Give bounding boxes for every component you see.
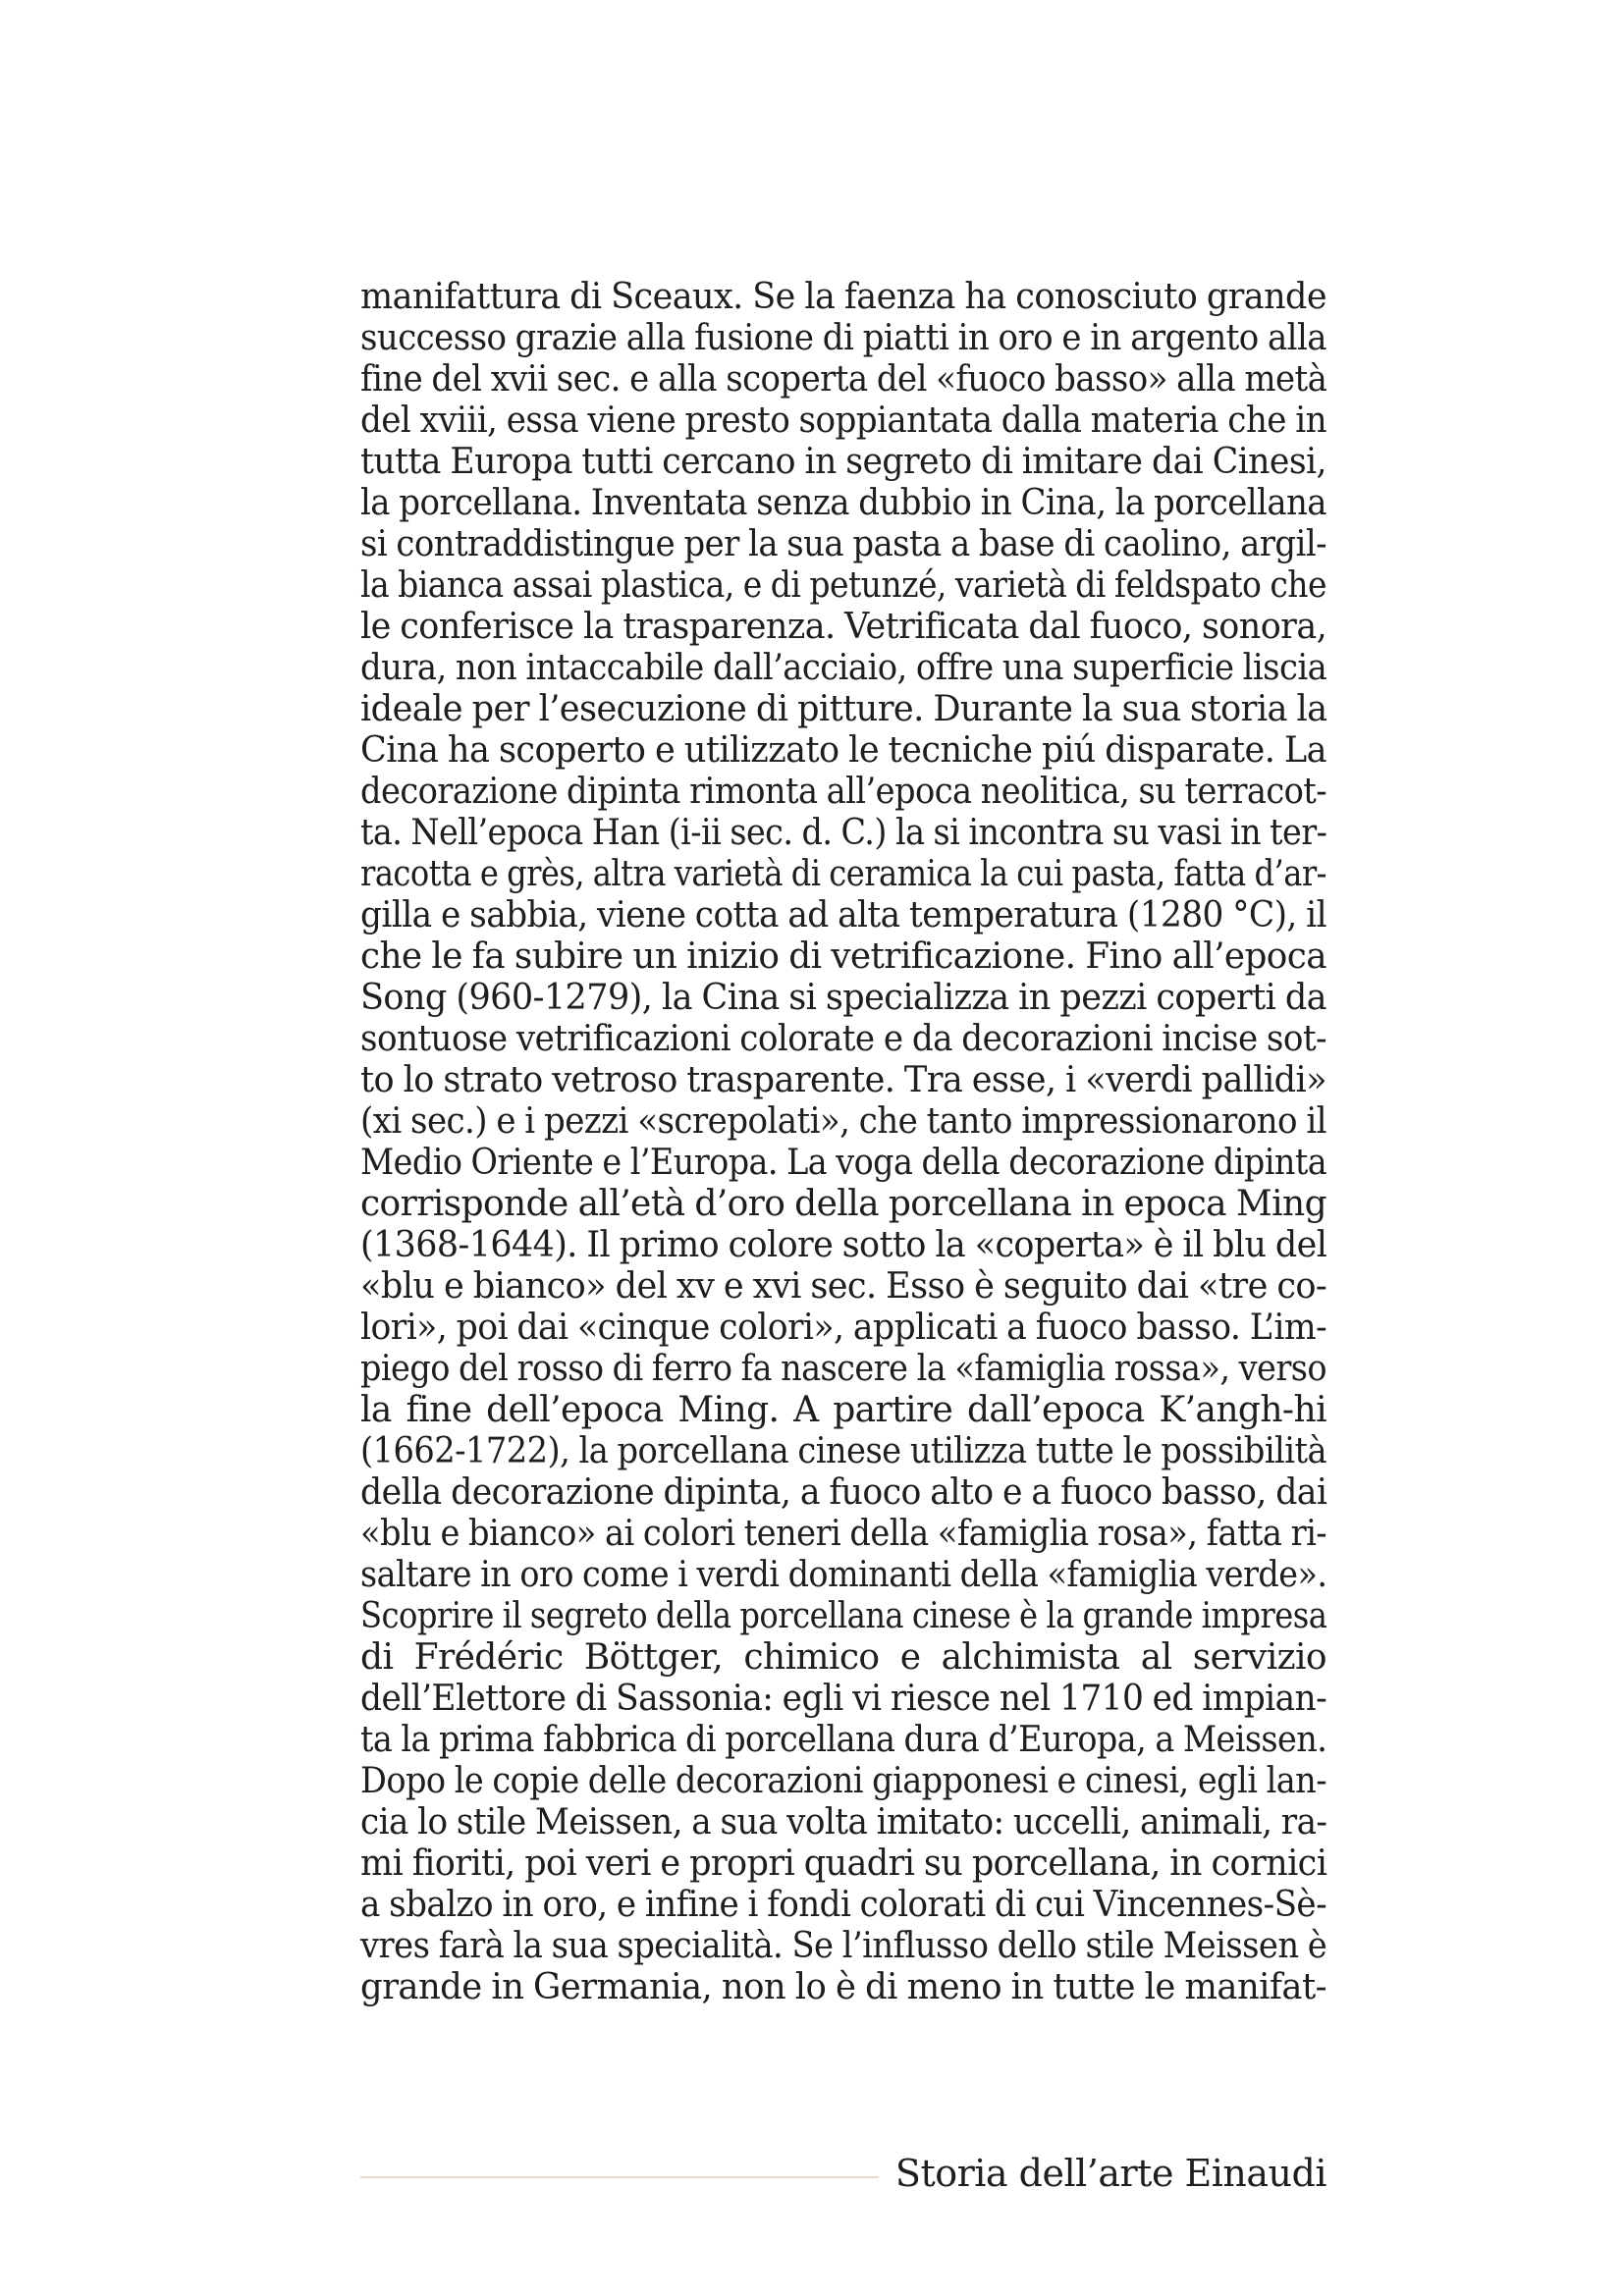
footer-title: Storia dell’arte Einaudi	[894, 2152, 1326, 2195]
text-line: Cina ha scoperto e utilizzato le tecniche piú disparate. La	[360, 730, 1326, 771]
text-line: (1368-1644). Il primo colore sotto la «coperta» è il blu del	[360, 1225, 1327, 1265]
text-line: della decorazione dipinta, a fuoco alto e a fuoco basso, dai	[360, 1472, 1327, 1513]
text-line: mi fioriti, poi veri e propri quadri su porcellana, in cornici	[360, 1843, 1327, 1884]
text-line: Song (960-1279), la Cina si specializza in pezzi coperti da	[360, 978, 1326, 1018]
text-line: si contraddistingue per la sua pasta a base di caolino, argil-	[360, 524, 1326, 564]
text-line: che le fa subire un inizio di vetrificazione. Fino all’epoca	[360, 936, 1326, 977]
text-line: ta la prima fabbrica di porcellana dura d’Europa, a Meissen.	[360, 1720, 1327, 1760]
text-line: grande in Germania, non lo è di meno in tutte le manifat-	[360, 1967, 1326, 2007]
text-line: ta. Nell’epoca Han (i-ii sec. d. C.) la si incontra su vasi in ter-	[360, 813, 1327, 853]
text-line: ideale per l’esecuzione di pitture. Durante la sua storia la	[360, 689, 1327, 729]
text-line: la porcellana. Inventata senza dubbio in Cina, la porcellana	[360, 483, 1326, 523]
text-line: «blu e bianco» ai colori teneri della «famiglia rosa», fatta ri-	[360, 1514, 1327, 1554]
text-line: racotta e grès, altra varietà di ceramica la cui pasta, fatta d’ar-	[360, 854, 1326, 894]
footer-rule	[360, 2176, 879, 2178]
text-line: to lo strato vetroso trasparente. Tra esse, i «verdi pallidi»	[360, 1060, 1326, 1100]
text-line: (1662-1722), la porcellana cinese utilizza tutte le possibilità	[360, 1431, 1326, 1471]
text-line: dura, non intaccabile dall’acciaio, offre una superficie liscia	[360, 648, 1327, 688]
text-line: fine del xvii sec. e alla scoperta del «fuoco basso» alla metà	[360, 359, 1327, 400]
text-line: a sbalzo in oro, e infine i fondi colorati di cui Vincennes-Sè-	[360, 1885, 1327, 1925]
text-line: manifattura di Sceaux. Se la faenza ha conosciuto grande	[360, 277, 1326, 317]
text-line: corrisponde all’età d’oro della porcellana in epoca Ming	[360, 1184, 1326, 1224]
text-line: le conferisce la trasparenza. Vetrificata dal fuoco, sonora,	[360, 607, 1327, 647]
text-line: piego del rosso di ferro fa nascere la «famiglia rossa», verso	[360, 1349, 1327, 1389]
text-line: successo grazie alla fusione di piatti in oro e in argento alla	[360, 318, 1326, 358]
text-line: del xviii, essa viene presto soppiantata dalla materia che in	[360, 400, 1326, 441]
text-line: gilla e sabbia, viene cotta ad alta temperatura (1280 °C), il	[360, 895, 1326, 935]
text-line: saltare in oro come i verdi dominanti della «famiglia verde».	[360, 1555, 1327, 1595]
text-line: decorazione dipinta rimonta all’epoca neolitica, su terracot-	[360, 772, 1327, 812]
text-line: sontuose vetrificazioni colorate e da decorazioni incise sot-	[360, 1019, 1327, 1059]
text-line: cia lo stile Meissen, a sua volta imitato: uccelli, animali, ra-	[360, 1802, 1327, 1842]
text-line: lori», poi dai «cinque colori», applicati a fuoco basso. L’im-	[360, 1308, 1327, 1348]
text-line: la fine dell’epoca Ming. A partire dall’epoca K’angh-hi	[360, 1390, 1326, 1430]
text-line: vres farà la sua specialità. Se l’influsso dello stile Meissen è	[360, 1926, 1327, 1966]
text-line: «blu e bianco» del xv e xvi sec. Esso è seguito dai «tre co-	[360, 1266, 1327, 1307]
text-line: Medio Oriente e l’Europa. La voga della decorazione dipinta	[360, 1143, 1327, 1183]
text-line: (xi sec.) e i pezzi «screpolati», che tanto impressionarono il	[360, 1101, 1326, 1142]
text-line: tutta Europa tutti cercano in segreto di imitare dai Cinesi,	[360, 442, 1326, 482]
body-text	[360, 277, 1326, 2008]
text-line: Dopo le copie delle decorazioni giapponesi e cinesi, egli lan-	[360, 1761, 1326, 1801]
text-line: Scoprire il segreto della porcellana cinese è la grande impresa	[360, 1596, 1327, 1636]
text-line: la bianca assai plastica, e di petunzé, varietà di feldspato che	[360, 565, 1326, 606]
text-line: dell’Elettore di Sassonia: egli vi riesce nel 1710 ed impian-	[360, 1679, 1327, 1719]
text-line: di Frédéric Böttger, chimico e alchimista al servizio	[360, 1637, 1326, 1678]
